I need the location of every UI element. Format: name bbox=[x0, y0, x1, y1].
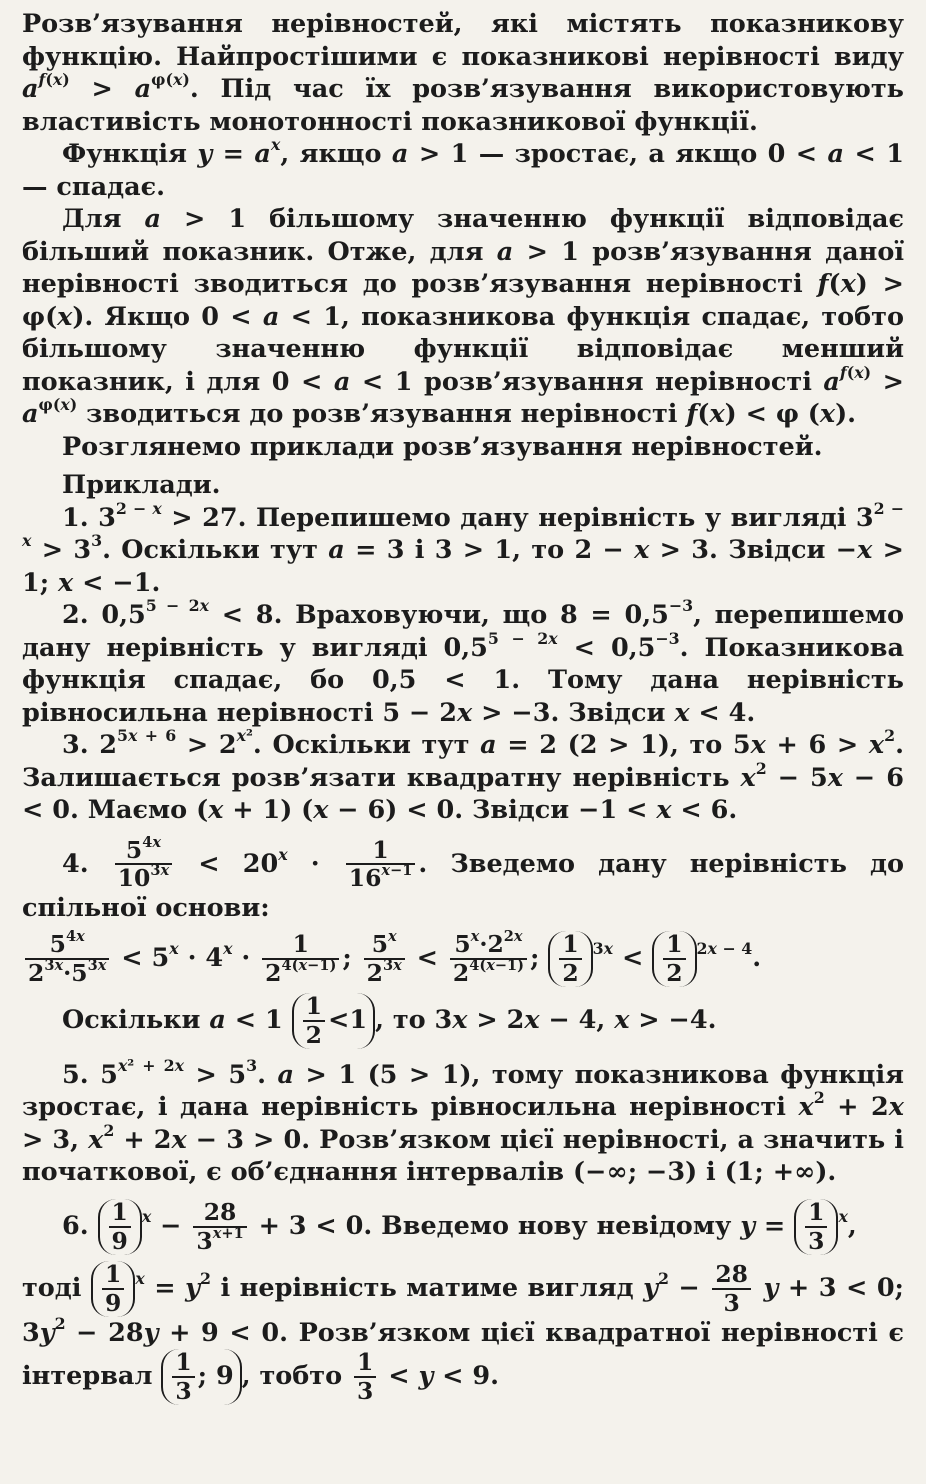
example-3-text-a: . Оскільки тут bbox=[252, 730, 470, 760]
example-4-number: 4. bbox=[62, 848, 89, 879]
example-1-text-a: Перепишемо дану нерівність у вигляді bbox=[255, 502, 847, 533]
example-6-continued: тоді $\frac{1}{9}$ $^x = y^2$ і нерівність матиме вигляд $y^2$ − $\frac{28}{3}$ y + 3 < 0; $3y^2 - 28y + 9 < 0$. Розв’язком цієї квадратної нерівності є інтервал $\frac{1}{3}$ ; 9 , тобто $\frac{1}{3}$ < y < 9. bbox=[22, 1259, 904, 1406]
fraction: $\frac{5^x\cdot 2^{2x}}{2^{4(x-1)}}$ bbox=[450, 931, 527, 987]
section-heading: Розв’язування нерівностей, які містять показникову функцію. bbox=[22, 9, 904, 72]
example-1: 1. $3^{2 - x} > 27$. Перепишемо дану нерівність у вигляді $3^{2 - x} > 3^3$. Оскільки тут a = 3 і 3 > 1, то 2 − x > 3. Звідси −x > 1; x < −1. bbox=[22, 498, 904, 598]
example-6: 6. $\frac{1}{9}$ $^x$ − $\frac{28}{3^{x+1}}$ + 3 < 0. Введемо нову невідому y = $\frac{1}{3}$ $^x$, bbox=[62, 1197, 857, 1255]
example-3-text-b: , то bbox=[669, 730, 723, 760]
fraction: $\frac{5^{4x}}{10^{3x}}$ bbox=[115, 837, 172, 893]
example-2-text-d: . Тому дана нерівність рівносильна нерівності bbox=[22, 665, 904, 728]
example-4: 4. $\frac{5^{4x}}{10^{3x}}$ < $20^x$ · $\frac{1}{16^{x-1}}$ . Зведемо дану нерівність до спільної основи: bbox=[22, 833, 904, 924]
example-6-text-e: , тобто bbox=[241, 1361, 343, 1392]
rule-text-g: зводиться до розв’язування нерівності bbox=[86, 399, 678, 429]
example-5-text-a: , тому показникова функція зростає, і дана нерівність рівносильна нерівності bbox=[22, 1059, 905, 1123]
rule-text-f: розв’язування нерівності bbox=[424, 366, 812, 397]
example-5-number: 5. bbox=[62, 1059, 89, 1090]
fraction: $\frac{28}{3^{x+1}}$ bbox=[193, 1199, 246, 1255]
parenthesis: $\frac{1}{2}$ <1 bbox=[292, 993, 375, 1049]
example-6-text-d: . Розв’язком цієї квадратної нерівності є інтервал bbox=[22, 1317, 904, 1392]
fraction: $\frac{5^{4x}}{2^{3x}\cdot 5^{3x}}$ bbox=[25, 931, 109, 987]
example-5: 5. $5^{x^2 + 2x} > 5^3$. a > 1 (5 > 1), тому показникова функція зростає, і дана нерівність рівносильна нерівності $x^2 + 2x > 3$, $x^2 + 2x - 3 > 0$. Розв’язком цієї нерівності, а значить і початкової, є об’єднання інтервалів (−∞; −3) і (1; +∞). bbox=[22, 1055, 905, 1188]
example-6-number: 6. bbox=[62, 1210, 89, 1241]
rule-paragraph: Для a > 1 більшому значенню функції відповідає більший показник. Отже, для a > 1 розв’язування даної нерівності зводиться до розв’язування нерівності f(x) > φ(x). Якщо 0 < a < 1, показникова функція спадає, тобто більшому значенню функції відповідає менший показник, і для 0 < a < 1 розв’язування нерівності $a^{f(x)} > a^{\varphi(x)}$ зводиться до розв’язування нерівності f(x) < φ (x). bbox=[22, 204, 905, 429]
example-6-text-c: і нерівність матиме вигляд bbox=[220, 1272, 634, 1303]
parenthesis: $\frac{1}{9}$ bbox=[91, 1261, 135, 1317]
parenthesis: $\frac{1}{9}$ bbox=[98, 1199, 142, 1255]
parenthesis: $\frac{1}{3}$ ; 9 bbox=[161, 1349, 241, 1405]
example-4-derivation: $\frac{5^{4x}}{2^{3x}\cdot 5^{3x}}$ < $5^x \cdot 4^x$ · $\frac{1}{2^{4(x-1)}}$ ; $\frac{5^x}{2^{3x}}$ < $\frac{5^x\cdot 2^{2x}}{2^{4(x-1)}}$ ; $\frac{1}{2}$ $^{3x}$ < $\frac{1}{2}$ $^{2x - 4}$. bbox=[22, 931, 904, 987]
consider-line: Розглянемо приклади розв’язування нерівностей. bbox=[62, 431, 823, 462]
example-4-text-a: . Зведемо дану нерівність до спільної основи: bbox=[22, 848, 904, 924]
example-6-text-a: . Введемо нову невідому bbox=[363, 1210, 732, 1241]
example-5-text-c: і bbox=[706, 1157, 716, 1188]
example-2: 2. $0,5^{5 - 2x} < 8$. Враховуючи, що $8 = 0,5^{-3}$, перепишемо дану нерівність у вигляді $0,5^{5 - 2x} < 0,5^{-3}$. Показникова функція спадає, бо 0,5 < 1. Тому дана нерівність рівносильна нерівності 5 − 2x > −3. Звідси x < 4. bbox=[22, 596, 904, 728]
example-3-text-e: . Звідси bbox=[454, 795, 570, 825]
example-3-number: 3. bbox=[62, 730, 89, 760]
rule-text-b: більшому значенню функції відповідає більший показник. Отже, для bbox=[22, 204, 905, 267]
example-1-text-b: Оскільки тут bbox=[121, 535, 318, 565]
monotonic-paragraph: Функція $y = a^x$, якщо a > 1 — зростає, а якщо 0 < a < 1 — спадає. bbox=[22, 135, 904, 202]
monotonic-text-c: — зростає, а якщо bbox=[478, 139, 758, 169]
fraction: $\frac{1}{3}$ bbox=[354, 1349, 376, 1405]
example-3: 3. $2^{5x + 6} > 2^{x^2}$. Оскільки тут a = 2 (2 > 1), то $5x + 6 > x^2$. Залишається розв’язати квадратну нерівність $x^2 - 5x - 6 < 0$. Маємо (x + 1) (x − 6) < 0. Звідси −1 < x < 6. bbox=[22, 726, 904, 825]
example-2-number: 2. bbox=[62, 600, 89, 630]
example-2-text-b: , перепишемо дану нерівність у вигляді bbox=[22, 600, 904, 663]
intro-text-b: Під час їх розв’язування використовують властивість монотонності показникової функції. bbox=[22, 74, 904, 137]
rule-text-e: , показникова функція спадає, тобто більшому значенню функції відповідає менший показник, і для bbox=[22, 301, 904, 397]
parenthesis: $\frac{1}{2}$ bbox=[652, 931, 696, 987]
example-2-text-e: . Звідси bbox=[550, 697, 666, 728]
example-3-text-c: . Залишається розв’язати квадратну нерівність bbox=[22, 730, 904, 793]
fraction: $\frac{1}{16^{x-1}}$ bbox=[346, 837, 416, 893]
example-1-text-c: , то bbox=[512, 535, 565, 565]
parenthesis: $\frac{1}{3}$ bbox=[794, 1199, 838, 1255]
intro-paragraph: Розв’язування нерівностей, які містять показникову функцію. Найпростішими є показникові нерівності виду $a^{f(x)} > a^{\varphi(x)}$. Під час їх розв’язування використовують властивість монотонності показникової функції. bbox=[22, 9, 904, 137]
fraction: $\frac{5^x}{2^{3x}}$ bbox=[364, 931, 405, 987]
fraction: $\frac{1}{2^{4(x-1)}}$ bbox=[262, 931, 339, 987]
example-1-number: 1. bbox=[62, 502, 89, 533]
fraction: $\frac{28}{3}$ bbox=[712, 1261, 751, 1317]
example-2-text-a: . Враховуючи, що bbox=[273, 600, 548, 630]
monotonic-text-a: Функція bbox=[62, 139, 187, 169]
examples-heading: Приклади. bbox=[62, 470, 221, 500]
example-6-text-b: тоді bbox=[22, 1272, 82, 1303]
example-1-text-d: . Звідси bbox=[709, 535, 826, 565]
rule-text-d: . Якщо bbox=[84, 301, 191, 332]
parenthesis: $\frac{1}{2}$ bbox=[548, 931, 592, 987]
monotonic-text-d: — спадає. bbox=[22, 171, 166, 202]
example-2-text-c: . Показникова функція спадає, бо bbox=[22, 632, 904, 695]
example-4-text-b: Оскільки bbox=[62, 1004, 201, 1035]
intro-text-a: Найпростішими є показникові нерівності виду bbox=[176, 41, 904, 72]
example-5-text-b: . Розв’язком цієї нерівності, а значить і початкової, є об’єднання інтервалів bbox=[22, 1124, 904, 1188]
rule-text-a: Для bbox=[62, 204, 122, 234]
example-3-text-d: Маємо bbox=[87, 795, 188, 825]
monotonic-text-b: , якщо bbox=[280, 139, 382, 169]
rule-text-c: розв’язування даної нерівності зводиться до розв’язування нерівності bbox=[22, 236, 905, 299]
example-4-text-c: , то bbox=[375, 1004, 426, 1035]
example-4-conclusion: Оскільки a < 1 $\frac{1}{2}$ <1 , то 3x > 2x − 4, x > −4. bbox=[62, 991, 717, 1049]
